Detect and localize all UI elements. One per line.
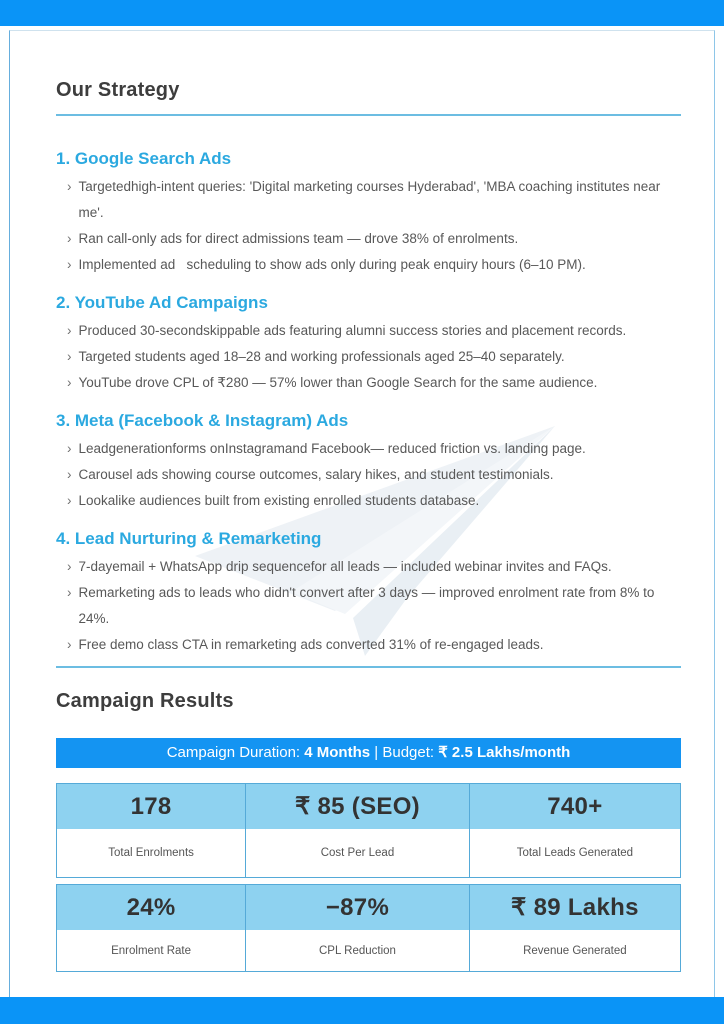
bullet-text: Targetedhigh-intent queries: 'Digital marketing courses Hyderabad', 'MBA coaching institutes near me'. <box>78 179 665 220</box>
document-page <box>9 30 715 997</box>
stat-label: Enrolment Rate <box>111 944 192 957</box>
stat-cell-total-enrolments <box>57 784 245 877</box>
strategy-divider <box>56 114 681 116</box>
page-content <box>10 79 714 972</box>
bullet-text: 7-dayemail + WhatsApp drip sequencefor all leads — included webinar invites and FAQs. <box>78 559 612 574</box>
bullet-item <box>56 252 681 278</box>
stat-value: ₹ 85 (SEO) <box>246 784 469 829</box>
bullet-marker: › <box>67 441 72 456</box>
section-youtube-ads <box>56 292 681 396</box>
bullet-item <box>56 436 681 462</box>
bottom-accent-bar <box>0 997 724 1024</box>
bullet-marker: › <box>67 179 72 194</box>
bullet-marker: › <box>67 349 72 364</box>
bullet-item <box>56 488 681 514</box>
stat-label: Cost Per Lead <box>320 847 395 859</box>
stat-value: ₹ 89 Lakhs <box>470 885 680 930</box>
subsection-heading: 1. Google Search Ads <box>56 149 232 168</box>
campaign-summary-banner <box>56 738 681 768</box>
campaign-duration-value: 4 Months <box>304 744 371 761</box>
stat-label: Total Enrolments <box>108 847 194 859</box>
results-divider <box>56 666 681 668</box>
bullet-item <box>56 174 681 226</box>
bullet-marker: › <box>67 231 72 246</box>
bullet-marker: › <box>67 493 72 508</box>
section-lead-nurturing <box>56 528 681 658</box>
bullet-text: Lookalike audiences built from existing enrolled students database. <box>78 493 480 508</box>
stat-cell-enrolment-rate <box>57 885 245 971</box>
bullet-text: Free demo class CTA in remarketing ads converted 31% of re-engaged leads. <box>78 637 544 652</box>
section-meta-ads <box>56 410 681 514</box>
bullet-text: Targeted students aged 18–28 and working professionals aged 25–40 separately. <box>78 349 565 364</box>
stat-label: Total Leads Generated <box>516 847 634 859</box>
bullet-item <box>56 226 681 252</box>
bullet-item <box>56 580 681 632</box>
bullet-marker: › <box>67 375 72 390</box>
campaign-budget-value: ₹ 2.5 Lakhs/month <box>438 744 571 761</box>
bullet-text: Ran call-only ads for direct admissions team — drove 38% of enrolments. <box>78 231 519 246</box>
stat-label: CPL Reduction <box>319 944 396 957</box>
bullet-marker: › <box>67 637 72 652</box>
bullet-marker: › <box>67 559 72 574</box>
bullet-item <box>56 370 681 396</box>
stat-value: 24% <box>57 885 245 930</box>
bullet-marker: › <box>67 257 72 272</box>
bullet-item <box>56 462 681 488</box>
subsection-heading: 4. Lead Nurturing & Remarketing <box>56 529 322 548</box>
results-section-title: Campaign Results <box>56 690 234 712</box>
results-table-row-2 <box>56 884 681 972</box>
stat-value: 740+ <box>470 784 680 829</box>
bullet-text: Remarketing ads to leads who didn't convert after 3 days — improved enrolment rate from 8% to 24%. <box>78 585 659 626</box>
campaign-duration-label: Campaign Duration: <box>166 744 305 761</box>
stat-value: −87% <box>246 885 469 930</box>
bullet-text: Implemented ad scheduling to show ads only during peak enquiry hours (6–10 PM). <box>78 257 586 272</box>
subsection-heading: 3. Meta (Facebook & Instagram) Ads <box>56 411 349 430</box>
bullet-marker: › <box>67 323 72 338</box>
bullet-item <box>56 344 681 370</box>
results-table-row-1 <box>56 783 681 878</box>
bullet-text: YouTube drove CPL of ₹280 — 57% lower than Google Search for the same audience. <box>78 375 598 390</box>
stat-cell-revenue-generated <box>469 885 680 971</box>
campaign-budget-label: | Budget: <box>370 744 439 761</box>
bullet-marker: › <box>67 585 72 600</box>
bullet-text: Carousel ads showing course outcomes, salary hikes, and student testimonials. <box>78 467 554 482</box>
stat-label: Revenue Generated <box>523 944 627 957</box>
bullet-marker: › <box>67 467 72 482</box>
section-google-search-ads <box>56 148 681 278</box>
stat-cell-cpl-reduction <box>245 885 469 971</box>
subsection-heading: 2. YouTube Ad Campaigns <box>56 293 268 312</box>
stat-cell-total-leads <box>469 784 680 877</box>
top-accent-bar <box>0 0 724 26</box>
bullet-item <box>56 632 681 658</box>
bullet-text: Leadgenerationforms onInstagramand Facebook— reduced friction vs. landing page. <box>78 441 586 456</box>
strategy-section-title: Our Strategy <box>56 79 180 101</box>
stat-cell-cost-per-lead <box>245 784 469 877</box>
stat-value: 178 <box>57 784 245 829</box>
bullet-item <box>56 318 681 344</box>
bullet-text: Produced 30-secondskippable ads featuring alumni success stories and placement records. <box>78 323 627 338</box>
bullet-item <box>56 554 681 580</box>
